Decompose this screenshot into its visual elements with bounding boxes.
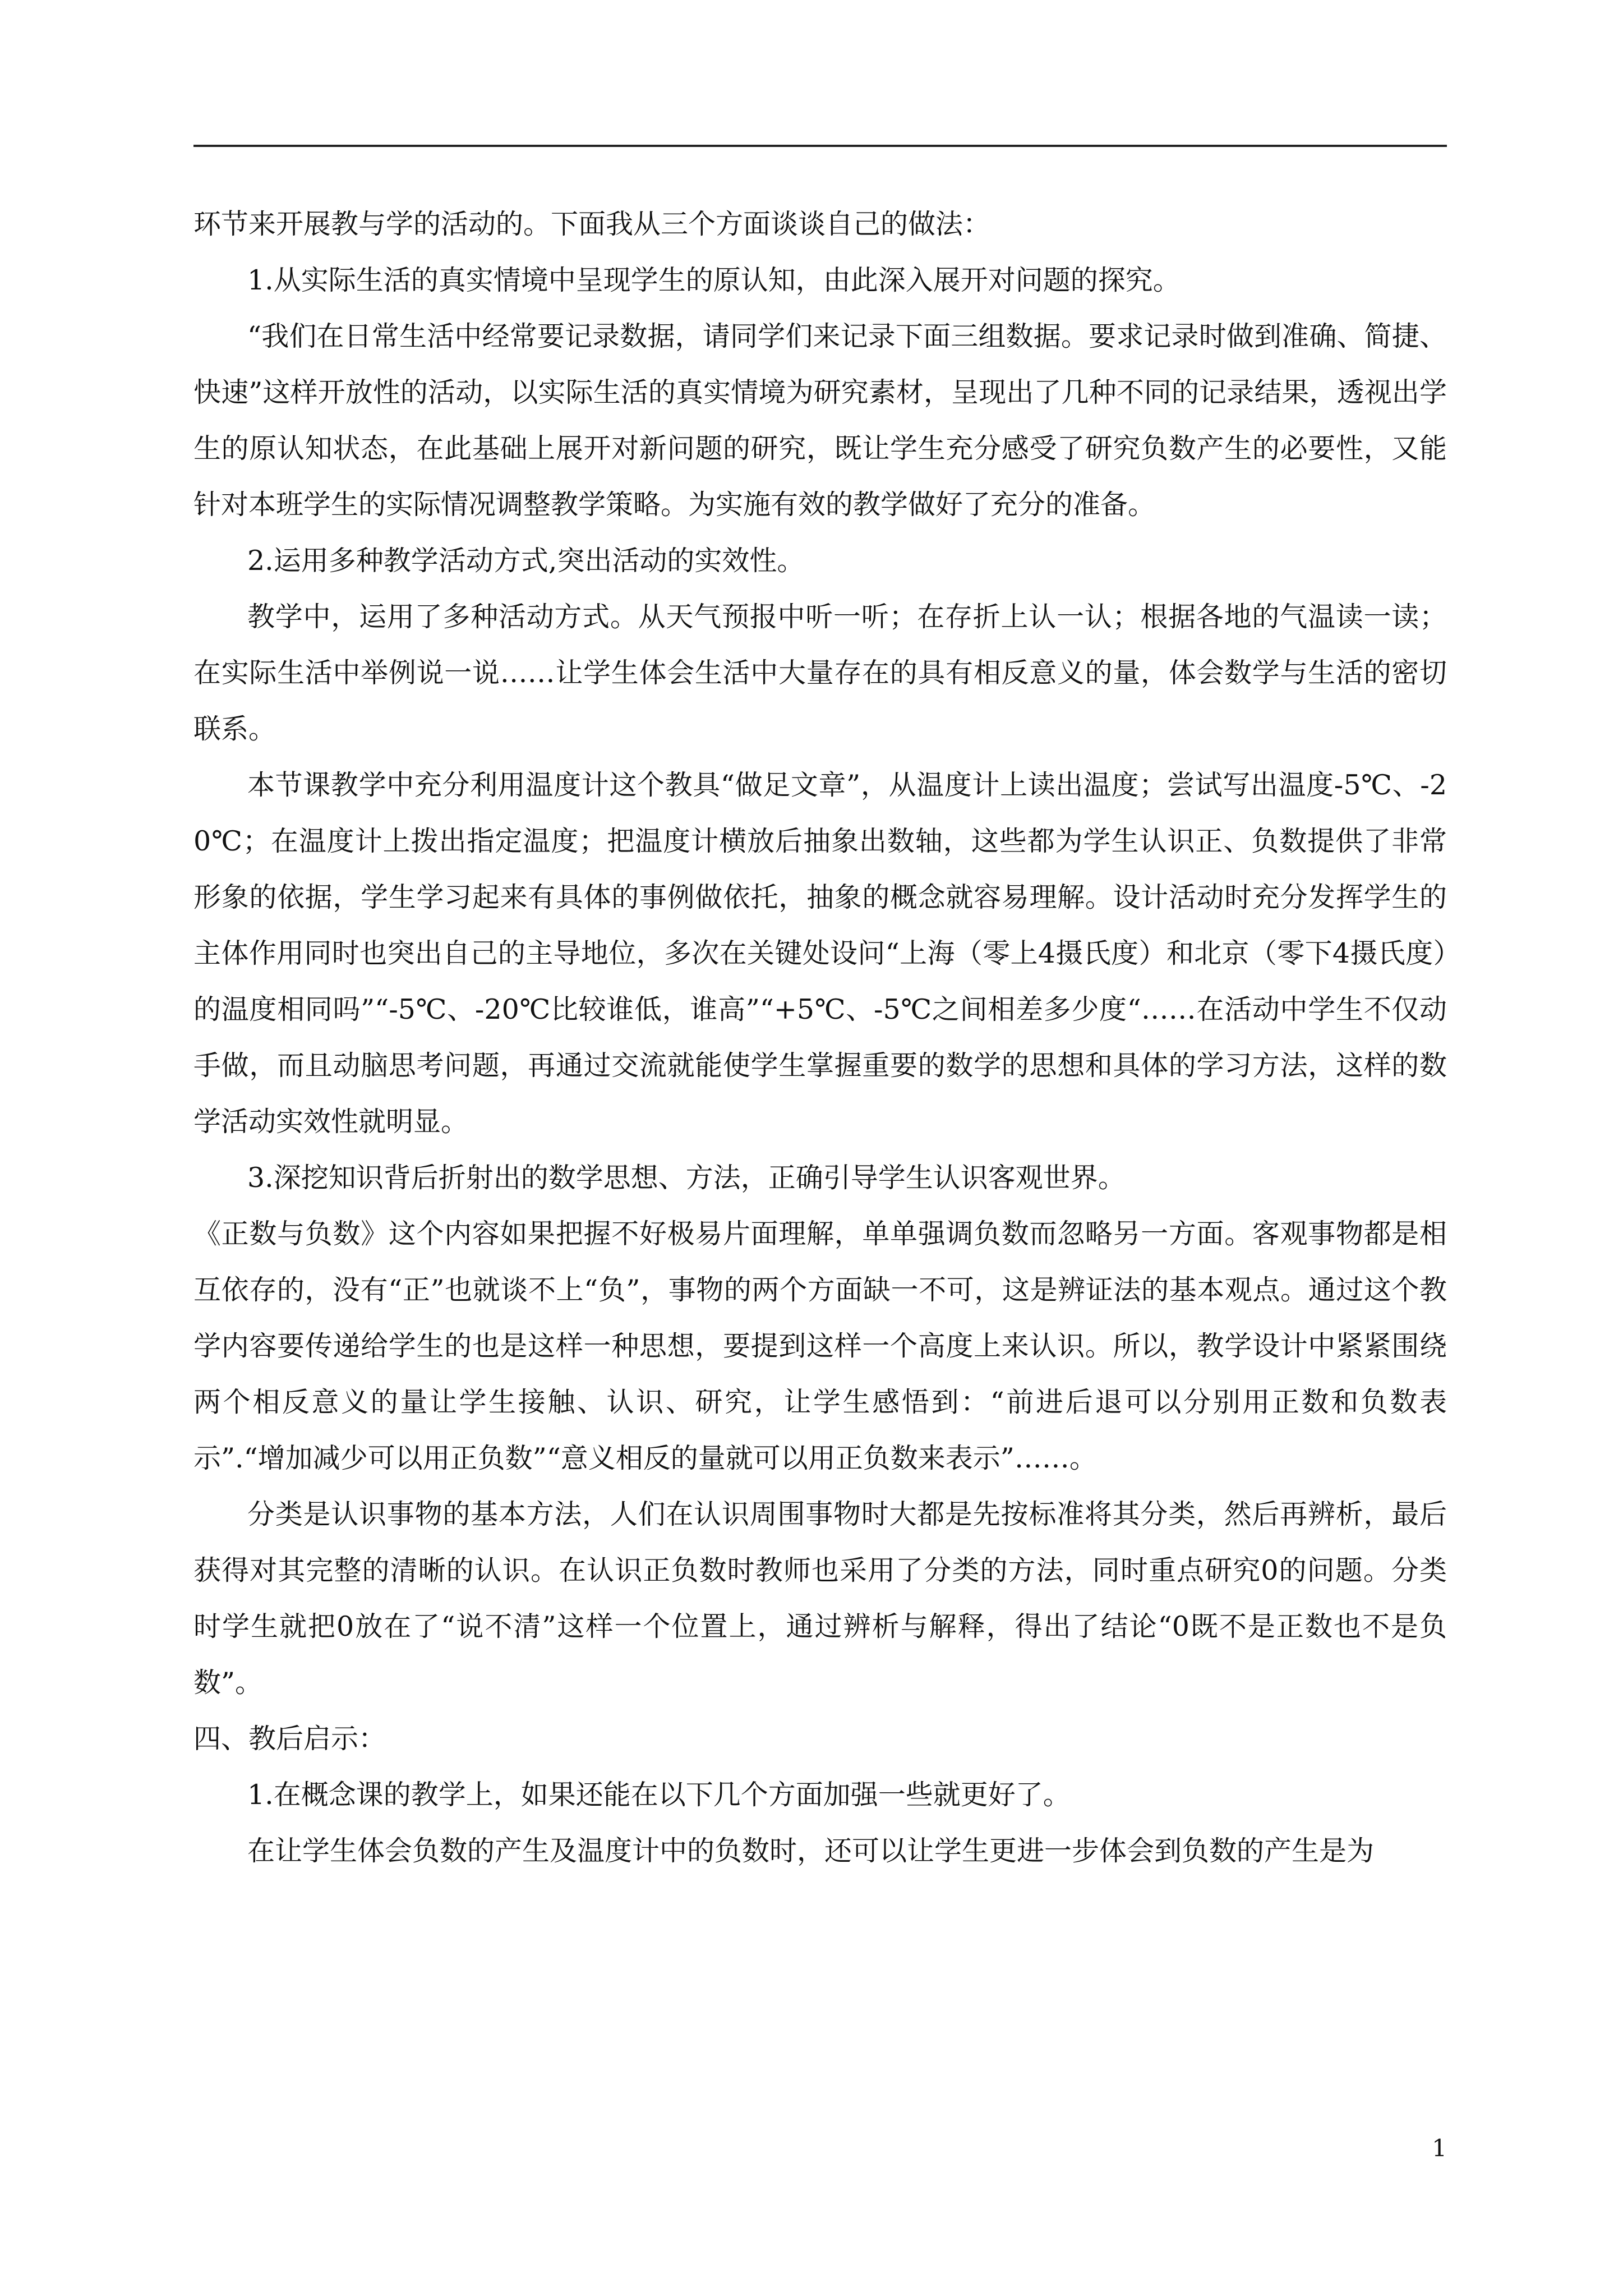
section-point-1: 1.从实际生活的真实情境中呈现学生的原认知，由此深入展开对问题的探究。 <box>247 264 1181 296</box>
page-number: 1 <box>1432 2134 1447 2162</box>
paragraph-thermometer: 本节课教学中充分利用温度计这个教具“做足文章”，从温度计上读出温度；尝试写出温度-5℃、-20℃；在温度计上拨出指定温度；把温度计横放后抽象出数轴，这些都为学生认识正、负数提供了非常形象的依据，学生学习起来有具体的事例做依托，抽象的概念就容易理解。设计活动时充分发挥学生的主体作用同时也突出自己的主导地位，多次在关键处设问“上海（零上4摄氏度）和北京（零下4摄氏度）的温度相同吗”“-5℃、-20℃比较谁低，谁高”“+5℃、-5℃之间相差多少度“……在活动中学生不仅动手做，而且动脑思考问题，再通过交流就能使学生掌握重要的数学的思想和具体的学习方法，这样的数学活动实效性就明显。 <box>193 769 1447 1138</box>
paragraph-classification: 分类是认识事物的基本方法，人们在认识周围事物时大都是先按标准将其分类，然后再辨析，最后获得对其完整的清晰的认识。在认识正负数时教师也采用了分类的方法，同时重点研究0的问题。分类时学生就把0放在了“说不清”这样一个位置上，通过辨析与解释，得出了结论“0既不是正数也不是负数”。 <box>193 1498 1447 1699</box>
document-body <box>193 196 1447 1879</box>
section-heading-reflections: 四、教后启示： <box>193 1723 386 1755</box>
section-point-2: 2.运用多种教学活动方式,突出活动的实效性。 <box>247 545 805 577</box>
paragraph-activity-methods: 教学中，运用了多种活动方式。从天气预报中听一听；在存折上认一认；根据各地的气温读一读；在实际生活中举例说一说……让学生体会生活中大量存在的具有相反意义的量，体会数学与生活的密切联系。 <box>193 601 1447 745</box>
section-point-3: 3.深挖知识背后折射出的数学思想、方法，正确引导学生认识客观世界。 <box>247 1162 1126 1194</box>
paragraph-positive-negative: 《正数与负数》这个内容如果把握不好极易片面理解，单单强调负数而忽略另一方面。客观事物都是相互依存的，没有“正”也就谈不上“负”，事物的两个方面缺一不可，这是辨证法的基本观点。通过这个教学内容要传递给学生的也是这样一种思想，要提到这样一个高度上来认识。所以，教学设计中紧紧围绕两个相反意义的量让学生接触、认识、研究，让学生感悟到：“前进后退可以分别用正数和负数表示”.“增加减少可以用正负数”“意义相反的量就可以用正负数来表示”……。 <box>193 1218 1447 1474</box>
paragraph-final: 在让学生体会负数的产生及温度计中的负数时，还可以让学生更进一步体会到负数的产生是为 <box>247 1835 1375 1867</box>
reflection-point-1: 1.在概念课的教学上，如果还能在以下几个方面加强一些就更好了。 <box>247 1779 1071 1811</box>
header-rule <box>193 145 1447 147</box>
paragraph-continuation: 环节来开展教与学的活动的。下面我从三个方面谈谈自己的做法： <box>193 208 991 240</box>
paragraph-recording-activity: “我们在日常生活中经常要记录数据，请同学们来记录下面三组数据。要求记录时做到准确、简捷、快速”这样开放性的活动，以实际生活的真实情境为研究素材，呈现出了几种不同的记录结果，透视出学生的原认知状态，在此基础上展开对新问题的研究，既让学生充分感受了研究负数产生的必要性，又能针对本班学生的实际情况调整教学策略。为实施有效的教学做好了充分的准备。 <box>193 320 1447 521</box>
